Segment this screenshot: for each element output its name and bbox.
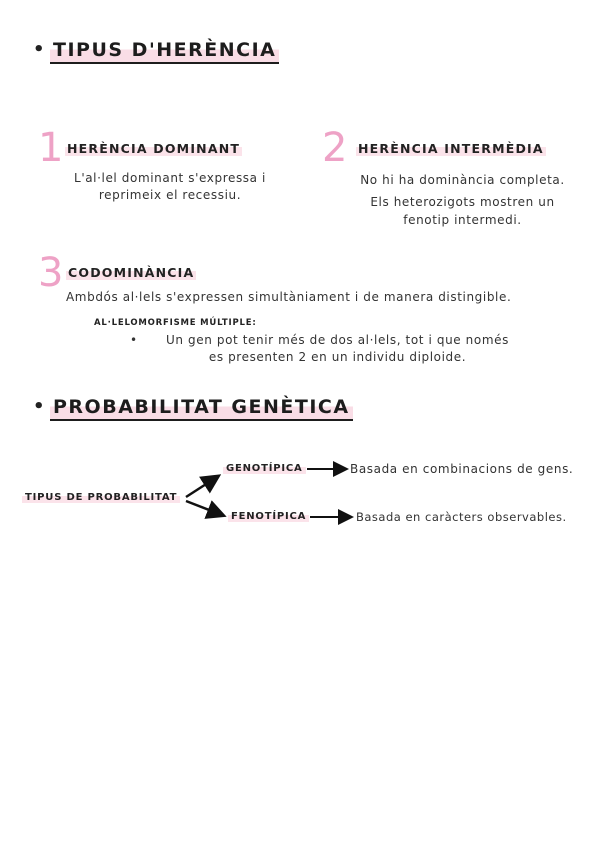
item-title-codominancia: CODOMINÀNCIA — [68, 265, 195, 280]
subitem-bullet: • — [130, 333, 138, 347]
item-title-intermedia: HERÈNCIA INTERMÈDIA — [358, 141, 544, 156]
probability-root-label: TIPUS DE PROBABILITAT — [22, 492, 180, 503]
branch-arrow-down — [186, 501, 222, 515]
section-title-probabilitat: PROBABILITAT GENÈTICA — [50, 396, 353, 421]
text-line: reprimeix el recessiu. — [98, 188, 242, 202]
branch-label-genotipica: GENOTÍPICA — [223, 463, 306, 474]
text-line: es presenten 2 en un individu diploide. — [208, 350, 467, 364]
text-line: Un gen pot tenir més de dos al·lels, tot i que només — [166, 333, 509, 347]
text-line: No hi ha dominància completa. — [360, 173, 565, 187]
text-line: fenotip intermedi. — [403, 213, 522, 227]
branch-text-genotipica: Basada en combinacions de gens. — [350, 462, 574, 476]
item-number-2: 2 — [322, 125, 348, 171]
text-line: L'al·lel dominant s'expressa i — [74, 171, 266, 185]
item-number-3: 3 — [38, 250, 64, 296]
item-text-codominancia: Ambdós al·lels s'expressen simultàniament i de manera distingible. — [66, 290, 512, 304]
section-bullet: • — [33, 39, 45, 60]
section-bullet: • — [33, 396, 45, 417]
item-number-1: 1 — [38, 125, 64, 171]
branch-text-fenotipica: Basada en caràcters observables. — [356, 510, 567, 524]
section-title-herencia: TIPUS D'HERÈNCIA — [50, 39, 279, 64]
text-line: Els heterozigots mostren un — [370, 195, 555, 209]
item-title-dominant: HERÈNCIA DOMINANT — [67, 141, 241, 156]
branch-label-fenotipica: FENOTÍPICA — [228, 511, 309, 522]
branch-arrow-up — [186, 477, 217, 497]
subitem-title-allelomorfisme: AL·LELOMORFISME MÚLTIPLE: — [94, 318, 257, 328]
